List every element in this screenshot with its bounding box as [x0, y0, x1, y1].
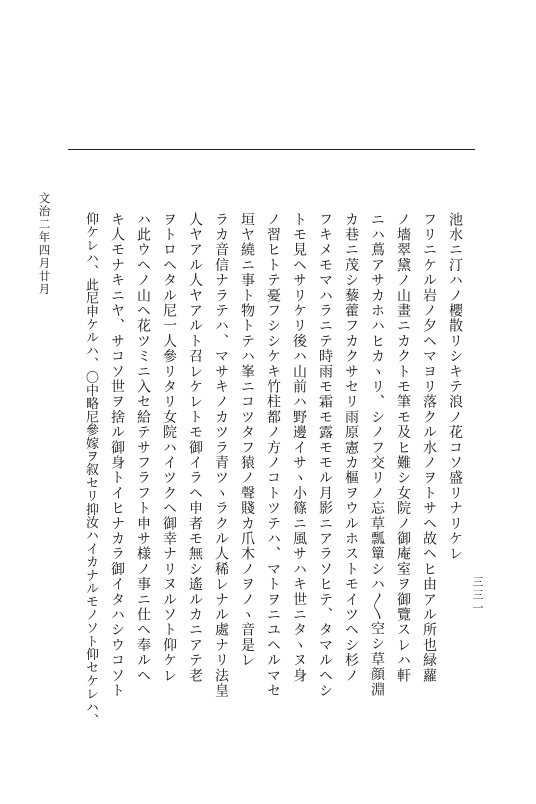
text-column-9: 垣ヤ繞ニ事ト物トテハ峯ニコツタフ猿ノ聲賤カ爪木ノヲノヽ音是レ: [239, 212, 255, 668]
text-column-4: ニハ蔦アサカホハヒカヽリ、シノフ交リノ忘草瓢簞シハ〳〵空シ草顔淵: [369, 212, 385, 698]
text-column-14: キ人モナキニヤ、サコソ世ヲ捨ル御身トイヒナカラ御イタハシウコソト: [109, 212, 125, 699]
text-column-13: ハ此ウヘノ山ヘ花ツミニ入セ給テサフラフト申サ様ノ事ニ仕ヘ奉ルヘ: [135, 212, 151, 684]
text-column-5: カ巷ニ茂シ藜藿フカクサセリ雨原憲カ樞ヲウルホストモイツヘシ杉ノ: [343, 212, 359, 684]
text-column-3: ノ墻翠黛ノ山畫ニカクトモ筆モ及ヒ難シ女院ノ御庵室ヲ御覽スレハ軒: [395, 212, 411, 684]
text-column-1: 池水ニ汀ハノ櫻散リシキテ浪ノ花コソ盛リナリケレ: [447, 212, 463, 562]
text-column-11: 人ヤアル人ヤアルト召レケレトモ御イラヘ申者モ無シ遙ルカニアテ老: [187, 212, 203, 684]
text-column-12: ヲトロヘタル尼一人參リタリ女院ハイツクヘ御幸ナリヌルソト仰ケレ: [161, 212, 177, 684]
text-column-10: ラカ音信ナラテハ、マサキノカツラ青ツヽラクル人稀レナル處ナリ法皇: [213, 212, 229, 699]
text-column-8: ノ習ヒトテ憂フシシケキ竹柱都ノ方ノコトツテハ、マトヲニユヘルマセ: [265, 212, 281, 699]
text-column-15: 仰ケレハ、此尼申ケルハ、〇中略尼參嫁ヲ叙セリ抑汝ハイカナルモノソト仰セケレハ、: [83, 212, 98, 727]
page-number: 三三一: [471, 576, 484, 615]
header-rule: [68, 149, 475, 150]
date-line: 文治二年四月廿月: [37, 192, 52, 296]
text-column-2: フリニケル岩ノ夕ヘマヨリ落クル水ノヲトサヘ故ヘヒ由アル所也緑蘿: [421, 212, 437, 684]
text-column-6: フキメモマハラニテ時雨モ霜モ露モモル月影ニアラソヒテ、タマルヘシ: [317, 212, 333, 699]
text-column-7: トモ見ヘサリケリ後ハ山前ハ野邊イサヽ小篠ニ風サハキ世ニタヽヌ身: [291, 212, 307, 684]
